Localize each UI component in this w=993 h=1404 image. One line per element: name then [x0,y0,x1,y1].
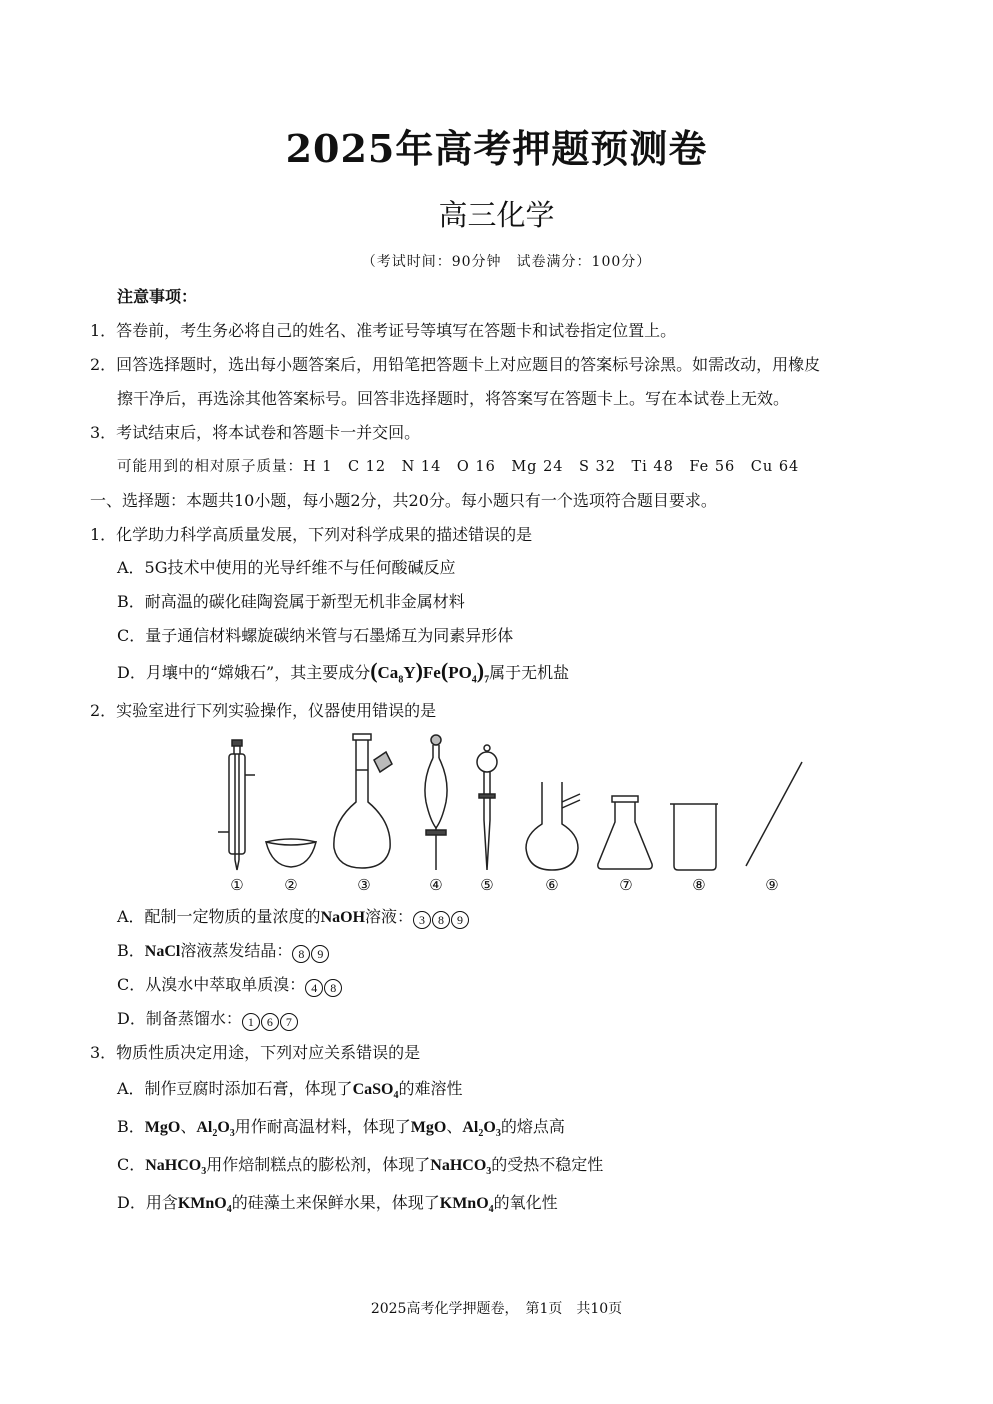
lab-apparatus-figure [200,730,820,875]
dropping-funnel-icon [477,745,497,870]
mgo-formula: MgO [144,1119,181,1136]
q2-option-c-text: C．从溴水中萃取单质溴： [117,975,306,994]
q2-option-d[interactable] [117,1009,299,1031]
kmno4-formula: KMnO$_4$ [177,1195,232,1216]
q3-option-a-text: A．制作豆腐时添加石膏，体现了 [117,1079,353,1098]
notes-heading: 注意事项： [117,287,198,306]
q2-option-d-text: D．制备蒸馏水： [117,1009,242,1028]
q3-option-d-text: D．用含 [117,1193,178,1212]
q2-option-b[interactable] [117,941,330,963]
separatory-funnel-icon [425,735,447,870]
apparatus-label-9: ⑨ [765,876,779,894]
apparatus-ref: 9 [311,945,329,963]
q3-option-c-text: 用作焙制糕点的膨松剂，体现了 [206,1155,431,1174]
note-item-2: 2．回答选择题时，选出每小题答案后，用铅笔把答题卡上对应题目的答案标号涂黑。如需改动，用橡皮 [90,355,821,374]
apparatus-label-8: ⑧ [692,876,706,894]
apparatus-ref: 1 [242,1013,260,1031]
volumetric-flask-icon [334,734,392,868]
separator: 、 [446,1117,463,1136]
apparatus-ref: 4 [305,979,323,997]
apparatus-label-3: ③ [357,876,371,894]
al2o3-formula: $Al_2O_3$ [462,1119,501,1140]
note-item-3: 3．考试结束后，将本试卷和答题卡一并交回。 [90,423,421,442]
distillation-flask-icon [526,782,580,870]
q1-option-c[interactable]: C．量子通信材料螺旋碳纳米管与石墨烯互为同素异形体 [117,626,514,645]
apparatus-label-5: ⑤ [480,876,494,894]
q1-option-d-tail: 属于无机盐 [489,663,570,682]
kmno4-formula: KMnO$_4$ [439,1195,494,1216]
section-heading: 一、选择题：本题共10小题，每小题2分，共20分。每小题只有一个选项符合题目要求。 [90,491,717,510]
glass-rod-icon [746,762,802,866]
apparatus-ref: 8 [292,945,310,963]
separator: 、 [180,1117,197,1136]
q3-option-a[interactable] [117,1079,462,1106]
q1-option-b[interactable]: B．耐高温的碳化硅陶瓷属于新型无机非金属材料 [117,592,465,611]
mgo-formula: MgO [410,1119,447,1136]
q3-option-b-letter: B． [117,1117,145,1136]
q3-option-d-mid: 的硅藻土来保鲜水果，体现了 [231,1193,440,1212]
nahco3-formula: NaHCO$_3$ [430,1157,492,1178]
q1-option-a[interactable]: A．5G技术中使用的光导纤维不与任何酸碱反应 [117,558,456,577]
page-footer: 2025高考化学押题卷， 第1页 共10页 [370,1301,623,1317]
q1-stem: 1．化学助力科学高质量发展，下列对科学成果的描述错误的是 [90,525,533,544]
naoh-formula: NaOH [320,909,366,926]
q3-option-d-tail: 的氧化性 [493,1193,558,1212]
apparatus-label-4: ④ [429,876,443,894]
exam-subtitle: 高三化学 [438,198,555,232]
nacl-formula: NaCl [144,943,181,960]
nahco3-formula: NaHCO$_3$ [145,1157,207,1178]
apparatus-ref: 6 [261,1013,279,1031]
q3-stem: 3．物质性质决定用途，下列对应关系错误的是 [90,1043,421,1062]
q3-option-b-tail: 的熔点高 [500,1117,565,1136]
q3-option-c-tail: 的受热不稳定性 [491,1155,604,1174]
chang-e-stone-formula: $(Ca_8Y)Fe(PO_4)_7$ [370,658,490,686]
exam-title: 2025年高考押题预测卷 [285,126,708,171]
note-item-1: 1．答卷前，考生务必将自己的姓名、准考证号等填写在答题卡和试卷指定位置上。 [90,321,677,340]
apparatus-label-1: ① [230,876,244,894]
apparatus-ref: 8 [324,979,342,997]
evaporating-dish-icon [266,839,316,867]
q2-option-b-letter: B． [117,941,145,960]
apparatus-ref: 3 [413,911,431,929]
q1-option-d[interactable] [117,658,570,690]
q3-option-c[interactable] [117,1155,603,1182]
note-item-2-cont: 擦干净后，再选涂其他答案标号。回答非选择题时，将答案写在答题卡上。写在本试卷上无效。 [117,389,790,408]
q3-option-a-tail: 的难溶性 [398,1079,463,1098]
q3-option-c-letter: C． [117,1155,146,1174]
q2-option-c[interactable] [117,975,343,997]
q3-option-d[interactable] [117,1193,558,1220]
apparatus-ref: 9 [451,911,469,929]
q3-option-b-text: 用作耐高温材料，体现了 [234,1117,411,1136]
atomic-masses: 可能用到的相对原子质量：H 1 C 12 N 14 O 16 Mg 24 S 32 Ti 48 Fe 56 Cu 64 [117,459,800,475]
q2-option-a-text: A．配制一定物质的量浓度的 [117,907,321,926]
al2o3-formula: $Al_2O_3$ [196,1119,235,1140]
q2-option-a-suffix: 溶液： [365,907,414,926]
condenser-icon [218,740,255,870]
q1-option-d-text: D．月壤中的“嫦娥石”，其主要成分 [117,663,371,682]
beaker-icon [670,804,718,870]
apparatus-label-2: ② [284,876,298,894]
caso4-formula: CaSO$_4$ [352,1081,399,1102]
apparatus-label-7: ⑦ [619,876,633,894]
erlenmeyer-flask-icon [598,796,652,869]
apparatus-ref: 7 [280,1013,298,1031]
q2-stem: 2．实验室进行下列实验操作，仪器使用错误的是 [90,701,437,720]
exam-time-info: （考试时间：90分钟 试卷满分：100分） [361,254,652,270]
q2-option-a[interactable] [117,907,470,929]
apparatus-ref: 8 [432,911,450,929]
q3-option-b[interactable] [117,1117,565,1144]
apparatus-label-6: ⑥ [545,876,559,894]
q2-option-b-text: 溶液蒸发结晶： [180,941,293,960]
